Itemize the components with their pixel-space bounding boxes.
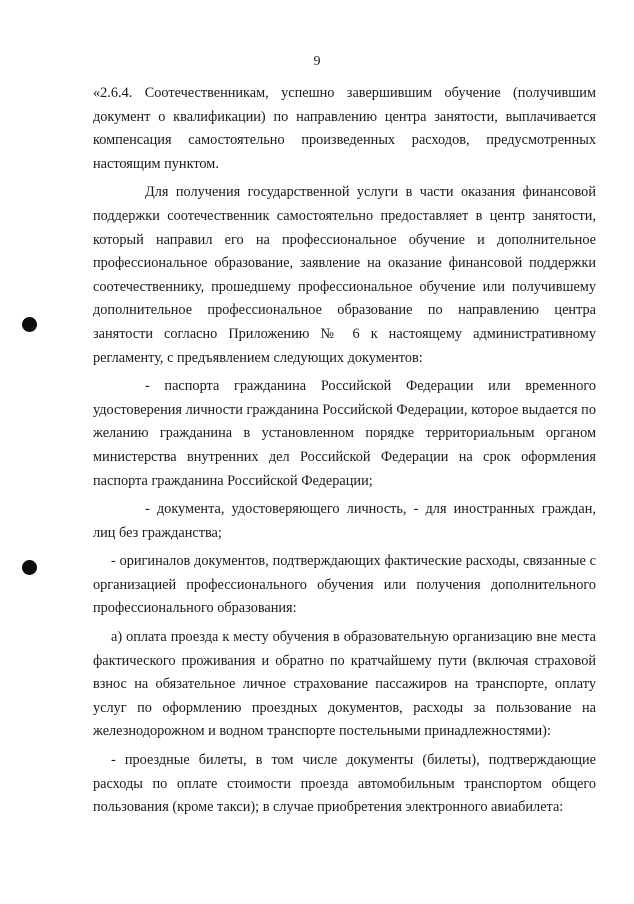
list-item-travel-tickets: - проездные билеты, в том числе документы (билеты), подтверждающие расходы по оплате стоимости проезда автомобильным транспортом общего пользования (кроме такси); в случае приобретения электронного авиабилета:	[93, 752, 596, 816]
paragraph-2-6-4: «2.6.4. Соотечественникам, успешно завершившим обучение (получившим документ о квалификации) по направлению центра занятости, выплачивается компенсация самостоятельно произведенных расходов, предусмотренных настоящим пунктом.	[93, 85, 596, 172]
punch-hole-lower	[22, 560, 37, 575]
list-item-travel-payment: а) оплата проезда к месту обучения в образовательную организацию вне места фактического проживания и обратно по кратчайшему пути (включая страховой взнос на обязательное личное страхование пассажиров на транспорте, оплату услуг по оформлению проездных документов, расходы за пользование на железнодорожном и водном транспорте постельными принадлежностями):	[93, 629, 596, 740]
punch-hole-upper	[22, 317, 37, 332]
page-number: 9	[313, 54, 321, 69]
document-body	[93, 82, 596, 825]
list-item-passport: - паспорта гражданина Российской Федерации или временного удостоверения личности гражданина Российской Федерации, которое выдается по желанию гражданина в установленном порядке территориальным органом министерства внутренних дел Российской Федерации на срок оформления паспорта гражданина Российской Федерации;	[93, 378, 596, 489]
list-item-expense-originals: - оригиналов документов, подтверждающих фактические расходы, связанные с организацией профессионального обучения или получения дополнительного профессионального образования:	[93, 553, 596, 617]
list-item-identity-document: - документа, удостоверяющего личность, - для иностранных граждан, лиц без гражданства;	[93, 501, 596, 541]
paragraph-application: Для получения государственной услуги в части оказания финансовой поддержки соотечественник самостоятельно предоставляет в центр занятости, который направил его на профессиональное обучение и дополнительное профессиональное образование, заявление на оказание финансовой поддержки соотечественнику, прошедшему профессиональное обучение или получившему дополнительное профессиональное образование по направлению центра занятости согласно Приложению № 6 к настоящему административному регламенту, с предъявлением следующих документов:	[93, 184, 596, 366]
